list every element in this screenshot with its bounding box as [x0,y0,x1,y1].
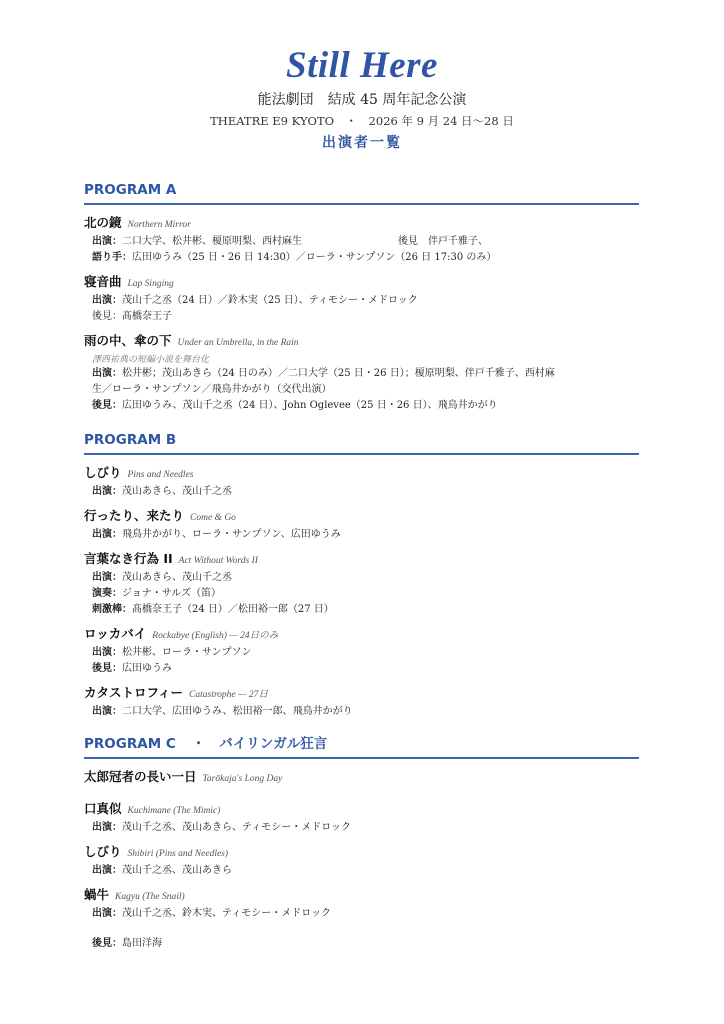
piece-title: しびり [84,465,122,480]
koken-line: 後見：広田ゆうみ [92,663,172,674]
piece-northern-mirror [84,214,639,266]
piece-act-without-words [84,550,639,618]
piece-title: しびり [84,844,122,859]
goad-line: 刺激棒：髙橋奈王子（24 日）／松田裕一郎（27 日） [92,604,334,615]
piece-title: 雨の中、傘の下 [84,333,172,348]
piece-title: 蝸牛 [84,887,110,902]
piece-catastrophe [84,684,639,720]
piece-english-title: Rockabye (English) — 24日のみ [152,631,279,641]
cast-line: 出演：茂山千之丞、鈴木実、ティモシー・メドロック [92,908,331,919]
koken-credit: 後見 伴戸千雅子、 [398,236,488,247]
piece-title: 寝音曲 [84,274,122,289]
piece-title: 行ったり、来たり [84,508,185,523]
piece-pins-and-needles [84,464,639,500]
piece-title: カタストロフィー [84,685,184,700]
piece-kuchimane [84,800,639,836]
program-a-section [84,180,639,414]
program-b-section [84,430,639,720]
cast-line: 出演：松井彬、ローラ・サンプソン [92,647,252,658]
piece-english-title: Northern Mirror [127,220,191,230]
venue-dates: THEATRE E9 KYOTO ・ 2026 年 9 月 24 日〜28 日 [210,114,514,128]
page-title: Still Here [286,45,438,86]
piece-english-title: Pins and Needles [127,470,194,480]
cast-line: 出演：茂山千之丞、茂山あきら [92,865,232,876]
piece-title: ロッカバイ [84,626,147,641]
page-subtitle: 能法劇団 結成 45 周年記念公演 [257,92,467,108]
program-c-heading: PROGRAM C ・ バイリンガル狂言 [84,734,639,759]
piece-english-title: Under an Umbrella, in the Rain [177,338,299,348]
program-b-heading: PROGRAM B [84,430,639,455]
program-a-heading: PROGRAM A [84,180,639,205]
piece-lap-singing [84,273,639,325]
cast-line: 出演：茂山あきら、茂山千之丞 [92,572,232,583]
cast-line: 出演：茂山千之丞、茂山あきら、ティモシー・メドロック [92,822,351,833]
piece-english-title: Shibiri (Pins and Needles) [127,849,229,859]
piece-kagyu [84,886,639,922]
piece-note: 澤西祐典の短編小説を舞台化 [92,354,210,364]
piece-shibiri [84,843,639,879]
piece-title: 言葉なき行為 II [84,551,173,566]
header [0,44,724,153]
piece-title: 北の鏡 [84,215,122,230]
piece-english-title: Catastrophe — 27日 [189,690,268,700]
piece-rockabye [84,625,639,677]
cast-line: 出演：松井彬；茂山あきら（24 日のみ）／二口大学（25 日・26 日）；榎原明梨、伴戸千雅子、西村麻 [92,368,555,379]
piece-english-title: Come & Go [190,513,236,523]
program-c-section [84,734,639,952]
cast-line: 出演：二口大学、広田ゆうみ、松田裕一郎、飛鳥井かがり [92,706,353,717]
music-line: 演奏：ジョナ・サルズ（笛） [92,588,221,599]
piece-english-title: Lap Singing [127,279,174,289]
narrator-line: 語り手：広田ゆうみ（25 日・26 日 14:30）／ローラ・サンプソン（26 日 17:30 のみ） [92,252,497,263]
koken-line: 後見：髙橋奈王子 [92,311,172,322]
piece-english-title: Kuchimane (The Mimic) [127,806,221,816]
piece-tarokaja-long-day [84,768,639,788]
piece-english-title: Kagyu (The Snail) [115,892,185,902]
program-c-subtitle: バイリンガル狂言 [219,736,328,752]
program-c-koken-line: 後見：島田洋海 [92,938,162,949]
piece-english-title: Tarōkaja's Long Day [202,774,283,784]
piece-english-title: Act Without Words II [178,556,258,566]
cast-line: 出演：茂山千之丞（24 日）／鈴木実（25 日）、ティモシー・メドロック [92,295,418,306]
piece-title: 口真似 [84,801,122,816]
cast-line: 出演：茂山あきら、茂山千之丞 [92,486,232,497]
program-c-separator: ・ [191,736,206,752]
piece-under-an-umbrella [84,332,639,414]
cast-list-heading: 出演者一覧 [322,135,402,151]
koken-line: 後見：広田ゆうみ、茂山千之丞（24 日）、John Oglevee（25 日・26 日）、飛鳥井かがり [92,400,498,411]
piece-title: 太郎冠者の長い一日 [84,769,197,784]
cast-line: 出演：飛鳥井かがり、ローラ・サンプソン、広田ゆうみ [92,529,341,540]
cast-line-continued: 生／ローラ・サンプソン／飛鳥井かがり（交代出演） [92,384,332,395]
piece-come-and-go [84,507,639,543]
cast-line: 出演：二口大学、松井彬、榎原明梨、西村麻生 後見 伴戸千雅子、 [92,234,639,250]
